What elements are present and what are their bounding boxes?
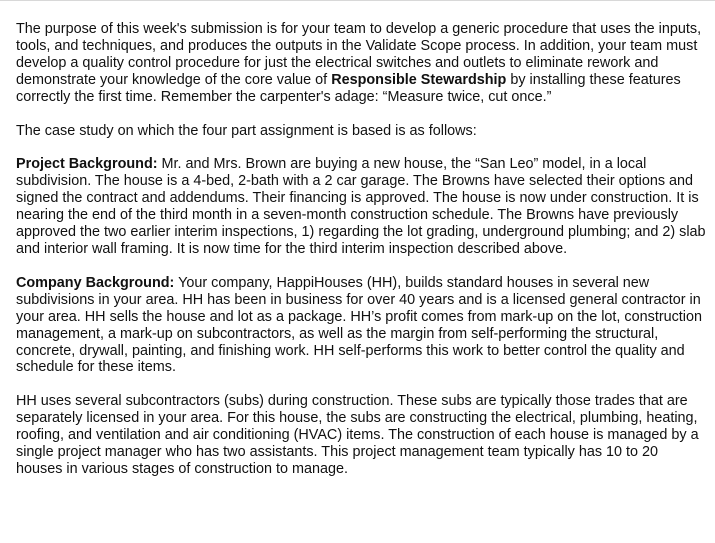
responsible-stewardship-bold: Responsible Stewardship [331,71,507,88]
purpose-text-end: by installing these features correctly the first time. Remember the carpenter's adage: “Measure twice, cut once.” [16,71,681,105]
subcontractors-text: HH uses several subcontractors (subs) during construction. These subs are typically those trades that are separately licensed in your area. For this house, the subs are constructing the electrical, plumbing, heating, roofing, and ventilation and air conditioning (HVAC) items. The construction of each house is managed by a single project manager who has two assistants. This project management team typically has 10 to 20 houses in various stages of construction to manage. [16,393,699,477]
project-background-heading: Project Background: [16,156,158,173]
purpose-text-start: The purpose of this week's submission is for your team to develop a generic procedure that uses the inputs, tools, and techniques, and produces the outputs in the Validate Scope process. In addition, your team must develop a quality control procedure for just the electrical switches and outlets to eliminate rework and demonstrate your knowledge of the core value of [16,21,702,88]
company-background-heading: Company Background: [16,274,175,291]
case-study-intro-text: The case study on which the four part assignment is based is as follows: [16,122,477,139]
paragraph-subcontractors [16,393,706,478]
document-body [16,21,706,478]
paragraph-project-background [16,156,706,257]
top-divider [0,0,715,1]
paragraph-company-background [16,275,706,376]
paragraph-case-study-intro [16,123,706,140]
company-background-text: Your company, HappiHouses (HH), builds standard houses in several new subdivisions in your area. HH has been in business for over 40 years and is a licensed general contractor in your area. HH sells the house and lot as a package. HH’s profit comes from mark-up on the lot, construction management, a mark-up on subcontractors, as well as the margin from self-performing the structural, concrete, drywall, painting, and finishing work. HH self-performs this work to better control the quality and schedule for these items. [16,274,703,376]
project-background-text: Mr. and Mrs. Brown are buying a new house, the “San Leo” model, in a local subdivision. The house is a 4-bed, 2-bath with a 2 car garage. The Browns have selected their options and signed the contract and addendums. Their financing is approved. The house is now under construction. It is nearing the end of the third month in a seven-month construction schedule. The Browns have previously approved the two earlier interim inspections, 1) regarding the lot grading, underground plumbing; and 2) slab and interior wall framing. It is now time for the third interim inspection described above. [16,156,706,257]
paragraph-purpose [16,21,706,106]
